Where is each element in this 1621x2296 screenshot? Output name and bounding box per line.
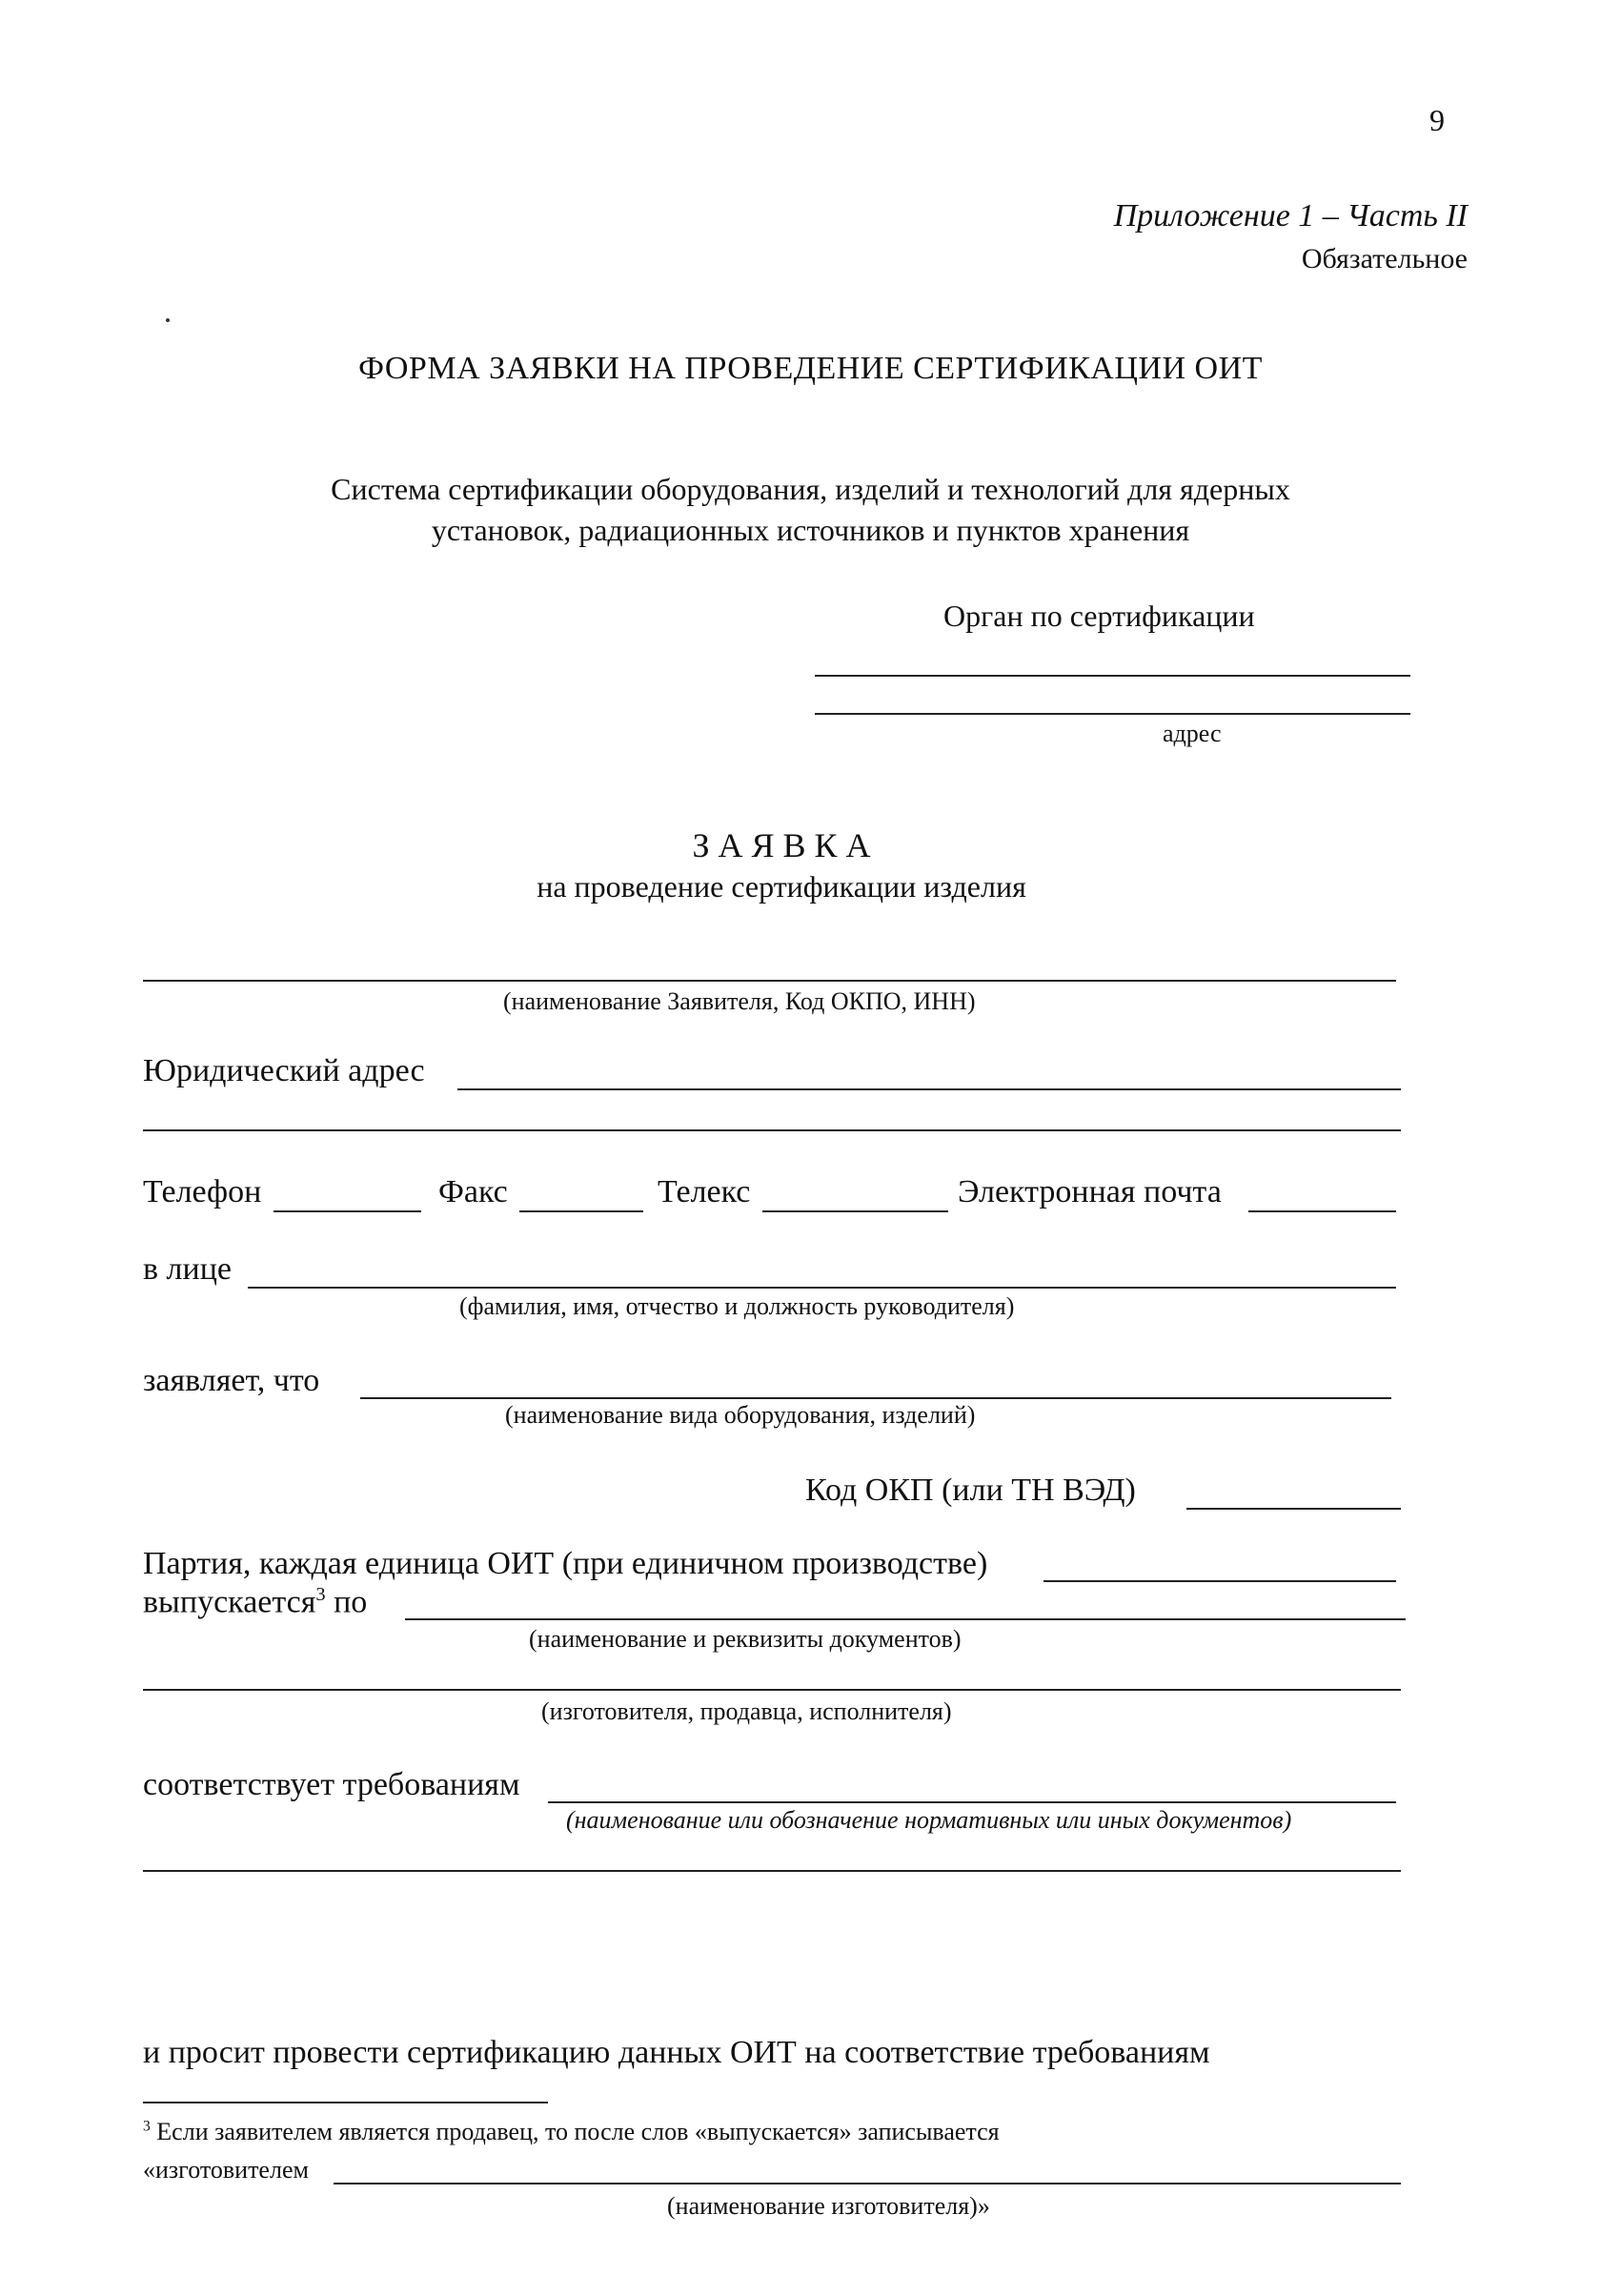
declares-label: заявляет, что	[143, 1363, 320, 1398]
footnote-text-wrap	[143, 2118, 1000, 2146]
conforms-line-2[interactable]	[143, 1870, 1401, 1872]
footnote-separator	[143, 2102, 548, 2103]
declares-line[interactable]	[360, 1397, 1391, 1399]
legal-address-label: Юридический адрес	[143, 1053, 425, 1088]
applicant-line[interactable]	[143, 980, 1396, 982]
manufacturer-line[interactable]	[143, 1689, 1401, 1691]
okp-label: Код ОКП (или ТН ВЭД)	[805, 1473, 1136, 1508]
telex-label: Телекс	[658, 1174, 751, 1209]
appendix-status: Обязательное	[1301, 243, 1468, 274]
produced-line[interactable]	[405, 1618, 1406, 1620]
declares-caption: (наименование вида оборудования, изделий)	[505, 1401, 976, 1429]
certification-body-address-line[interactable]	[815, 713, 1410, 715]
footnote-manufacturer-line[interactable]	[334, 2183, 1401, 2184]
represented-by-caption: (фамилия, имя, отчество и должность руководителя)	[459, 1292, 1015, 1320]
certification-body-name-line[interactable]	[815, 675, 1410, 677]
address-caption: адрес	[1163, 720, 1222, 747]
email-line[interactable]	[1248, 1210, 1396, 1212]
certification-body-label: Орган по сертификации	[943, 599, 1255, 633]
okp-line[interactable]	[1186, 1508, 1401, 1510]
telex-line[interactable]	[762, 1210, 948, 1212]
produced-label-wrap	[143, 1584, 367, 1620]
manufacturer-caption: (изготовителя, продавца, исполнителя)	[541, 1697, 952, 1725]
conforms-caption: (наименование или обозначение нормативных или иных документов)	[566, 1806, 1292, 1834]
footnote-mark: 3	[143, 2118, 151, 2135]
batch-line[interactable]	[1044, 1580, 1396, 1582]
application-title: З А Я В К А	[692, 826, 871, 864]
phone-label: Телефон	[143, 1174, 262, 1209]
phone-line[interactable]	[274, 1210, 421, 1212]
represented-by-line[interactable]	[248, 1287, 1396, 1289]
produced-caption: (наименование и реквизиты документов)	[529, 1625, 962, 1653]
page-number: 9	[1429, 103, 1445, 137]
system-line-1: Система сертификации оборудования, изделий и технологий для ядерных	[331, 472, 1290, 506]
fax-line[interactable]	[519, 1210, 643, 1212]
footnote-line2-label: «изготовителем	[143, 2156, 309, 2184]
conforms-line[interactable]	[548, 1801, 1396, 1803]
applicant-caption: (наименование Заявителя, Код ОКПО, ИНН)	[503, 987, 976, 1015]
form-title: ФОРМА ЗАЯВКИ НА ПРОВЕДЕНИЕ СЕРТИФИКАЦИИ ОИТ	[358, 351, 1263, 386]
legal-address-line-2[interactable]	[143, 1129, 1401, 1131]
conforms-label: соответствует требованиям	[143, 1767, 520, 1802]
request-text: и просит провести сертификацию данных ОИТ на соответствие требованиям	[143, 2035, 1210, 2070]
appendix-title: Приложение 1 – Часть II	[1113, 198, 1468, 234]
stray-mark	[166, 318, 170, 322]
legal-address-line[interactable]	[457, 1088, 1401, 1090]
application-subtitle: на проведение сертификации изделия	[537, 869, 1026, 904]
system-line-2: установок, радиационных источников и пунктов хранения	[431, 513, 1190, 547]
footnote-text: Если заявителем является продавец, то после слов «выпускается» записывается	[156, 2118, 1000, 2145]
email-label: Электронная почта	[958, 1174, 1222, 1209]
fax-label: Факс	[438, 1174, 508, 1209]
batch-label: Партия, каждая единица ОИТ (при единичном производстве)	[143, 1546, 988, 1581]
produced-by: по	[334, 1584, 368, 1620]
produced-label: выпускается	[143, 1584, 316, 1620]
footnote-caption: (наименование изготовителя)»	[667, 2192, 990, 2220]
produced-footnote-mark: 3	[315, 1584, 326, 1605]
represented-by-label: в лице	[143, 1251, 233, 1287]
